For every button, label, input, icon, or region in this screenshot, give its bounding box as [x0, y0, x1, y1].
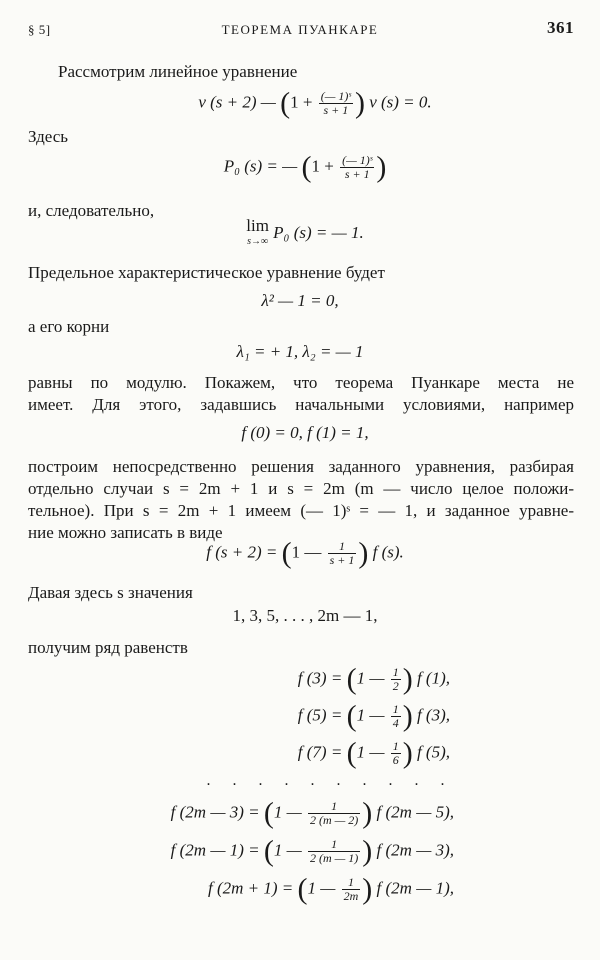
equation-values: 1, 3, 5, . . . , 2m — 1,	[232, 606, 378, 625]
equation-roots: λ₁ = + 1, λ₂ = — 1	[236, 342, 364, 361]
series-row: f (2m — 3) = (1 — $\frac{1}{2 (m — 2)}$ ) f (2m — 5),	[170, 796, 454, 830]
equation-recurrence: f (s + 2) = (1 — $\frac{1}{s + 1}$ ) f (s).	[206, 536, 404, 570]
paragraph-series: получим ряд равенств	[28, 638, 188, 657]
paragraph-intro: Рассмотрим линейное уравнение	[58, 62, 298, 81]
equation-limit: lim s→∞ P₀ (s) = — 1.	[246, 216, 364, 247]
series-row: f (3) = (1 — $\frac{1}{2}$ ) f (1),	[297, 662, 450, 696]
series-row: f (5) = (1 — $\frac{1}{4}$ ) f (3),	[297, 699, 450, 733]
paragraph-values: Давая здесь s значения	[28, 583, 193, 602]
ellipsis-row: . . . . . . . . . .	[206, 772, 454, 789]
series-row: f (2m — 1) = (1 — $\frac{1}{2 (m — 1)}$ ) f (2m — 3),	[170, 834, 454, 868]
series-row: f (2m + 1) = (1 — $\frac{1}{2m}$ ) f (2m — 1),	[207, 872, 454, 906]
paragraph-characteristic: Предельное характеристическое уравнение будет	[28, 263, 385, 282]
paragraph-construct-2: отдельно случаи s = 2m + 1 и s = 2m (m — число целое положи-	[28, 479, 574, 498]
paragraph-roots: а его корни	[28, 317, 110, 336]
running-title: ТЕОРЕМА ПУАНКАРЕ	[221, 22, 379, 37]
equation-characteristic: λ² — 1 = 0,	[261, 291, 339, 310]
series-row: f (7) = (1 — $\frac{1}{6}$ ) f (5),	[297, 736, 450, 770]
page-number: 361	[547, 18, 574, 37]
equation-p0: P₀ (s) = — (1 + $\frac{\text{(— 1)ˢ}}{s + 1}$ )	[223, 150, 387, 184]
equation-main: ν (s + 2) — (1 + $\frac{\text{(— 1)ˢ}}{s + 1}$ ) ν (s) = 0.	[198, 86, 432, 120]
paragraph-construct-3: тельное). При s = 2m + 1 имеем (— 1)ˢ = — 1, и заданное уравне-	[28, 501, 574, 520]
paragraph-modulus-2: имеет. Для этого, задавшись начальными условиями, например	[28, 395, 574, 414]
paragraph-construct-4: ние можно записать в виде	[28, 523, 223, 542]
section-marker: § 5]	[28, 22, 51, 37]
paragraph-hence: и, следовательно,	[28, 201, 155, 220]
equation-initial: f (0) = 0, f (1) = 1,	[241, 423, 369, 442]
paragraph-construct-1: построим непосредственно решения заданного уравнения, разбирая	[28, 457, 574, 476]
paragraph-modulus-1: равны по модулю. Покажем, что теорема Пуанкаре места не	[28, 373, 574, 392]
paragraph-here: Здесь	[28, 127, 69, 146]
